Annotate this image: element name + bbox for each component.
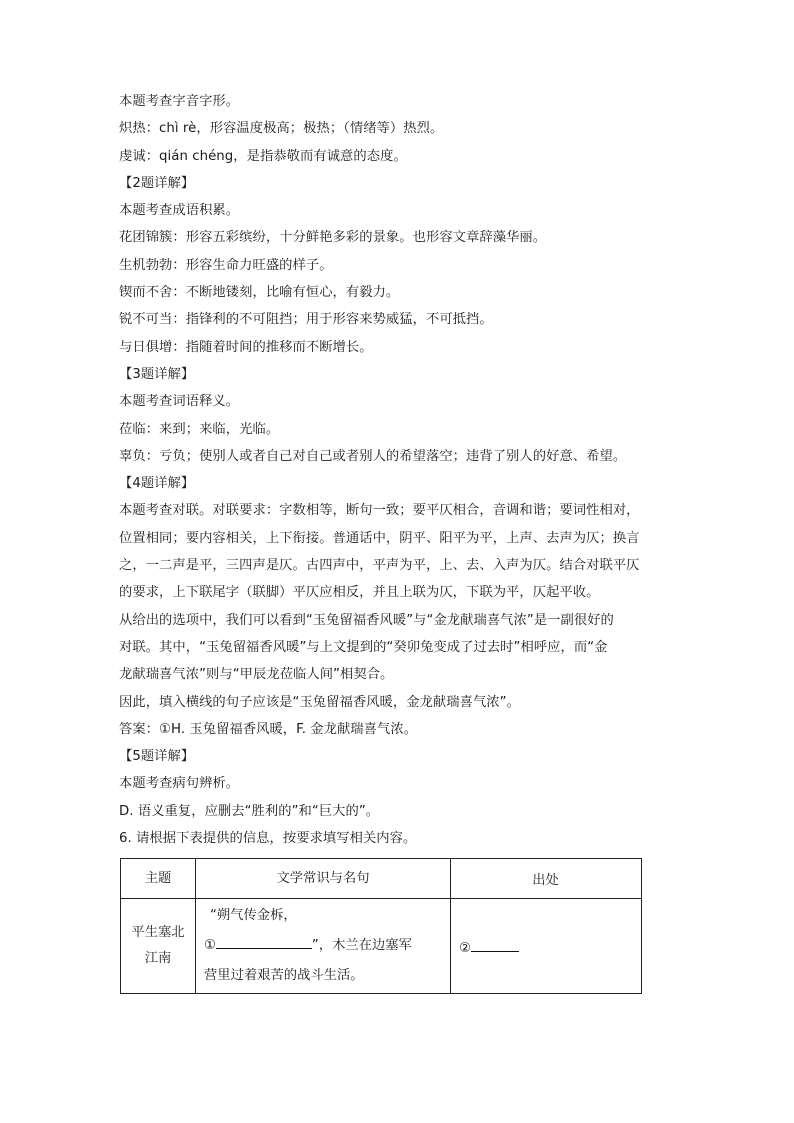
text-line: 位置相同；要内容相关，上下衔接。普通话中，阴平、阳平为平，上声、去声为仄；换言 xyxy=(119,530,640,546)
text-line: 的要求，上下联尾字（联脚）平仄应相反，并且上联为仄，下联为平，仄起平收。 xyxy=(119,585,600,601)
text-line: 与日俱增：指随着时间的推移而不断增长。 xyxy=(119,339,373,355)
header-source: 出处 xyxy=(451,859,642,899)
text-line: 虔诚：qián chéng，是指恭敬而有诚意的态度。 xyxy=(119,148,407,164)
quote-line: “朔气传金柝， xyxy=(210,908,297,923)
answer-blank-1[interactable] xyxy=(216,934,312,949)
document-body xyxy=(119,88,679,852)
text-line: 本题考查词语释义。 xyxy=(119,394,240,410)
text-line: D. 语义重复，应删去“胜利的”和“巨大的”。 xyxy=(119,803,380,819)
text-line: 花团锦簇：形容五彩缤纷，十分鲜艳多彩的景象。也形容文章辞藻华丽。 xyxy=(119,230,547,246)
quote-line: ① ”，木兰在边塞军 xyxy=(204,931,442,961)
text-line: 对联。其中，“玉兔留福香风暖”与上文提到的“癸卯兔变成了过去时”相呼应，而“金 xyxy=(119,639,608,655)
text-line: 炽热：chì rè，形容温度极高；极热；（情绪等）热烈。 xyxy=(119,121,444,137)
theme-line: 江南 xyxy=(144,951,172,966)
section-heading: 【5题详解】 xyxy=(119,749,195,765)
text-line: 生机勃勃：形容生命力旺盛的样子。 xyxy=(119,257,333,273)
text-line: 因此，填入横线的句子应该是“玉兔留福香风暖，金龙献瑞喜气浓”。 xyxy=(119,694,520,710)
text-line: 锐不可当：指锋利的不可阻挡；用于形容来势威猛，不可抵挡。 xyxy=(119,312,493,328)
question-line: 6. 请根据下表提供的信息，按要求填写相关内容。 xyxy=(119,831,417,847)
cell-source: ② xyxy=(451,899,642,994)
section-heading: 【4题详解】 xyxy=(119,476,195,492)
table-row xyxy=(121,899,642,994)
theme-line: 平生塞北 xyxy=(131,925,185,940)
quote-line: 营里过着艰苦的战斗生活。 xyxy=(204,968,364,983)
text-line: 莅临：来到；来临，光临。 xyxy=(119,421,280,437)
table-header-row xyxy=(121,859,642,899)
text-line: 锲而不舍：不断地镂刻，比喻有恒心，有毅力。 xyxy=(119,285,400,301)
text-line: 辜负：亏负；使别人或者自己对自己或者别人的希望落空；违背了别人的好意、希望。 xyxy=(119,448,627,464)
cell-knowledge xyxy=(196,899,451,994)
section-heading: 【2题详解】 xyxy=(119,175,195,191)
text-line: 本题考查对联。对联要求：字数相等，断句一致；要平仄相合，音调和谐；要词性相对， xyxy=(119,503,640,519)
text-line: 本题考查字音字形。 xyxy=(119,94,240,109)
section-heading: 【3题详解】 xyxy=(119,366,195,382)
cell-theme xyxy=(121,899,196,994)
text-line: 从给出的选项中，我们可以看到“玉兔留福香风暖”与“金龙献瑞喜气浓”是一副很好的 xyxy=(119,612,614,628)
header-theme: 主题 xyxy=(121,859,196,899)
info-table xyxy=(120,858,642,994)
text-line: 本题考查成语积累。 xyxy=(119,203,240,219)
text-line: 之，一二声是平，三四声是仄。古四声中，平声为平，上、去、入声为仄。结合对联平仄 xyxy=(119,558,640,574)
header-knowledge: 文学常识与名句 xyxy=(196,859,451,899)
text-line: 本题考查病句辨析。 xyxy=(119,776,240,792)
text-line: 龙献瑞喜气浓”则与“甲辰龙莅临人间”相契合。 xyxy=(119,667,394,683)
answer-line: 答案：①H. 玉兔留福香风暖，F. 金龙献瑞喜气浓。 xyxy=(119,721,418,737)
answer-blank-2[interactable] xyxy=(471,937,519,952)
